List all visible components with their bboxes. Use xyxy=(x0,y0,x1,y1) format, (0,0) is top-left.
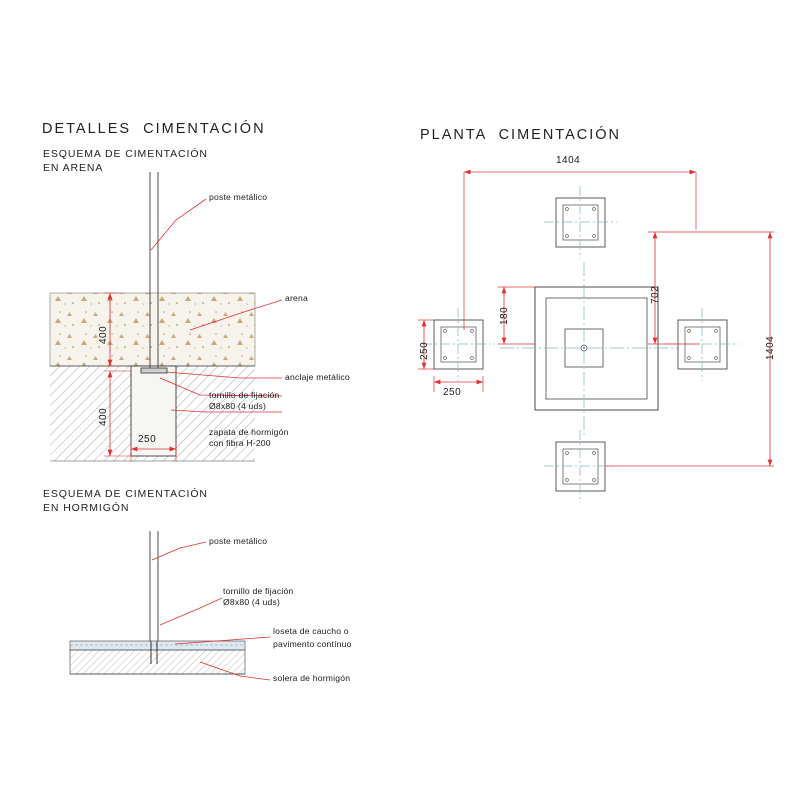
note-footing-line1: zapata de hormigón xyxy=(209,427,289,437)
dim-footing-width: 250 xyxy=(138,434,157,445)
detail-1-subtitle-line2: EN ARENA xyxy=(43,162,104,174)
left-section-title: DETALLES CIMENTACIÓN xyxy=(42,121,266,137)
dim-overall-top: 1404 xyxy=(556,155,581,166)
note-post-concrete: poste metálico xyxy=(209,536,268,546)
detail-2-subtitle-line1: ESQUEMA DE CIMENTACIÓN xyxy=(43,488,208,500)
note-footing-line2: con fibra H-200 xyxy=(209,438,271,448)
note-slab: solera de hormigón xyxy=(273,673,351,683)
detail-1-subtitle-line1: ESQUEMA DE CIMENTACIÓN xyxy=(43,148,208,160)
sand-foundation-detail xyxy=(50,172,282,462)
dim-pad-250-bottom: 250 xyxy=(443,387,462,398)
note-screw-concrete-line2: Ø8x80 (4 uds) xyxy=(223,597,281,607)
dim-overall-right: 1404 xyxy=(765,335,776,360)
dim-sand-depth: 400 xyxy=(98,325,109,344)
note-post-sand: poste metálico xyxy=(209,192,268,202)
dim-inner-702: 702 xyxy=(650,285,661,304)
note-anchor: anclaje metálico xyxy=(285,372,350,382)
detail-2-subtitle-line2: EN HORMIGÓN xyxy=(43,502,130,514)
note-tile-line2: pavimento contínuo xyxy=(273,639,352,649)
note-screw-concrete-line1: tornillo de fijación xyxy=(223,586,294,596)
right-section-title: PLANTA CIMENTACIÓN xyxy=(420,127,622,143)
dim-pad-250-left: 250 xyxy=(419,341,430,360)
note-screw-sand-line2: Ø8x80 (4 uds) xyxy=(209,401,267,411)
note-screw-sand-line1: tornillo de fijación xyxy=(209,390,280,400)
dim-offset-180: 180 xyxy=(499,306,510,325)
note-tile-line1: loseta de caucho o xyxy=(273,626,349,636)
foundation-plan-view xyxy=(418,172,774,503)
note-sand: arena xyxy=(285,293,308,303)
dim-footing-depth: 400 xyxy=(98,407,109,426)
